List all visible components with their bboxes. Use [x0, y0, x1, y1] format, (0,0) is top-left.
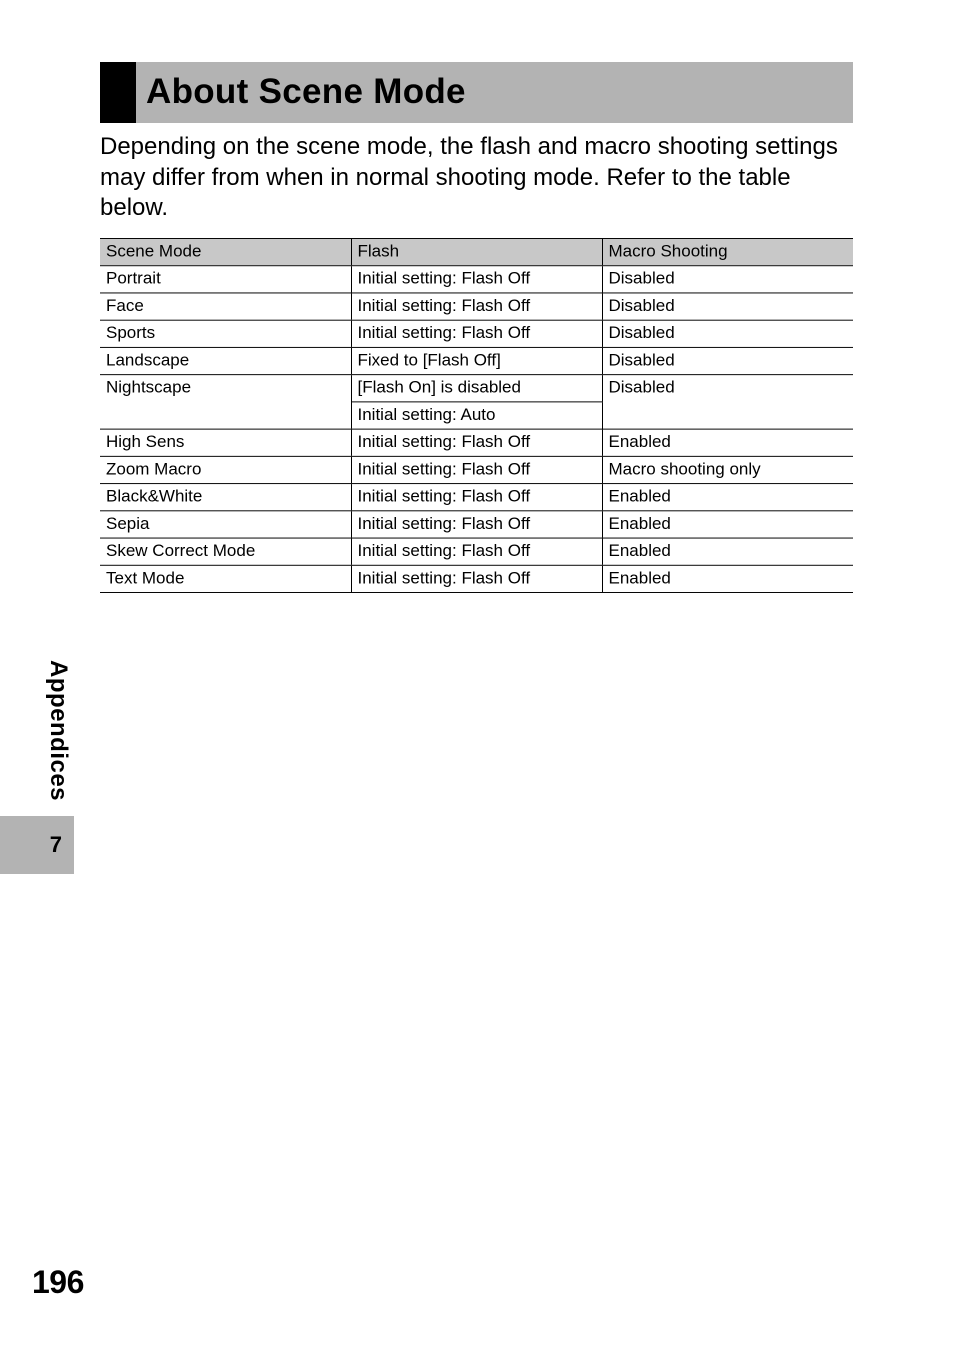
cell-macro: Disabled — [602, 266, 853, 293]
cell-scene-mode: Sepia — [100, 511, 351, 538]
cell-macro: Enabled — [602, 484, 853, 511]
page-number: 196 — [32, 1264, 84, 1300]
chapter-number: 7 — [49, 832, 62, 857]
header-scene-mode: Scene Mode — [100, 238, 351, 265]
section-side-label: Appendices — [45, 660, 72, 802]
cell-flash: [Flash On] is disabled — [351, 375, 602, 402]
table-row — [100, 429, 853, 456]
table-row — [100, 347, 853, 374]
scene-mode-table — [100, 238, 853, 593]
cell-flash: Initial setting: Flash Off — [351, 484, 602, 511]
cell-macro: Macro shooting only — [602, 456, 853, 483]
section-title-bar — [100, 62, 853, 123]
cell-macro: Enabled — [602, 511, 853, 538]
chapter-tab — [0, 816, 74, 874]
cell-scene-mode: Face — [100, 293, 351, 320]
cell-scene-mode: Sports — [100, 320, 351, 347]
cell-scene-mode: Landscape — [100, 347, 351, 374]
cell-flash: Initial setting: Flash Off — [351, 266, 602, 293]
cell-flash: Initial setting: Flash Off — [351, 565, 602, 592]
cell-flash: Initial setting: Auto — [351, 402, 602, 429]
header-flash: Flash — [351, 238, 602, 265]
table-row — [100, 293, 853, 320]
cell-scene-mode: Nightscape — [100, 375, 351, 429]
cell-macro: Disabled — [602, 375, 853, 429]
cell-macro: Enabled — [602, 538, 853, 565]
intro-paragraph: Depending on the scene mode, the flash and macro shooting settings may differ from when in normal shooting mode. Refer to the table below. — [100, 133, 838, 221]
table-row — [100, 266, 853, 293]
cell-flash: Initial setting: Flash Off — [351, 293, 602, 320]
table-row — [100, 456, 853, 483]
cell-flash: Fixed to [Flash Off] — [351, 347, 602, 374]
page-title: About Scene Mode — [146, 72, 466, 111]
cell-macro: Disabled — [602, 293, 853, 320]
cell-scene-mode: Skew Correct Mode — [100, 538, 351, 565]
cell-scene-mode: Portrait — [100, 266, 351, 293]
cell-flash: Initial setting: Flash Off — [351, 320, 602, 347]
table-header-row — [100, 238, 853, 265]
table-row — [100, 320, 853, 347]
cell-macro: Disabled — [602, 320, 853, 347]
cell-scene-mode: Text Mode — [100, 565, 351, 592]
table-row — [100, 375, 853, 402]
cell-scene-mode: Zoom Macro — [100, 456, 351, 483]
cell-macro: Disabled — [602, 347, 853, 374]
cell-macro: Enabled — [602, 429, 853, 456]
cell-flash: Initial setting: Flash Off — [351, 538, 602, 565]
table-row — [100, 565, 853, 592]
cell-macro: Enabled — [602, 565, 853, 592]
title-marker — [100, 62, 136, 123]
cell-flash: Initial setting: Flash Off — [351, 456, 602, 483]
cell-flash: Initial setting: Flash Off — [351, 511, 602, 538]
cell-scene-mode: Black&White — [100, 484, 351, 511]
table-row — [100, 538, 853, 565]
cell-scene-mode: High Sens — [100, 429, 351, 456]
header-macro-shooting: Macro Shooting — [602, 238, 853, 265]
table-row — [100, 511, 853, 538]
cell-flash: Initial setting: Flash Off — [351, 429, 602, 456]
table-row — [100, 484, 853, 511]
